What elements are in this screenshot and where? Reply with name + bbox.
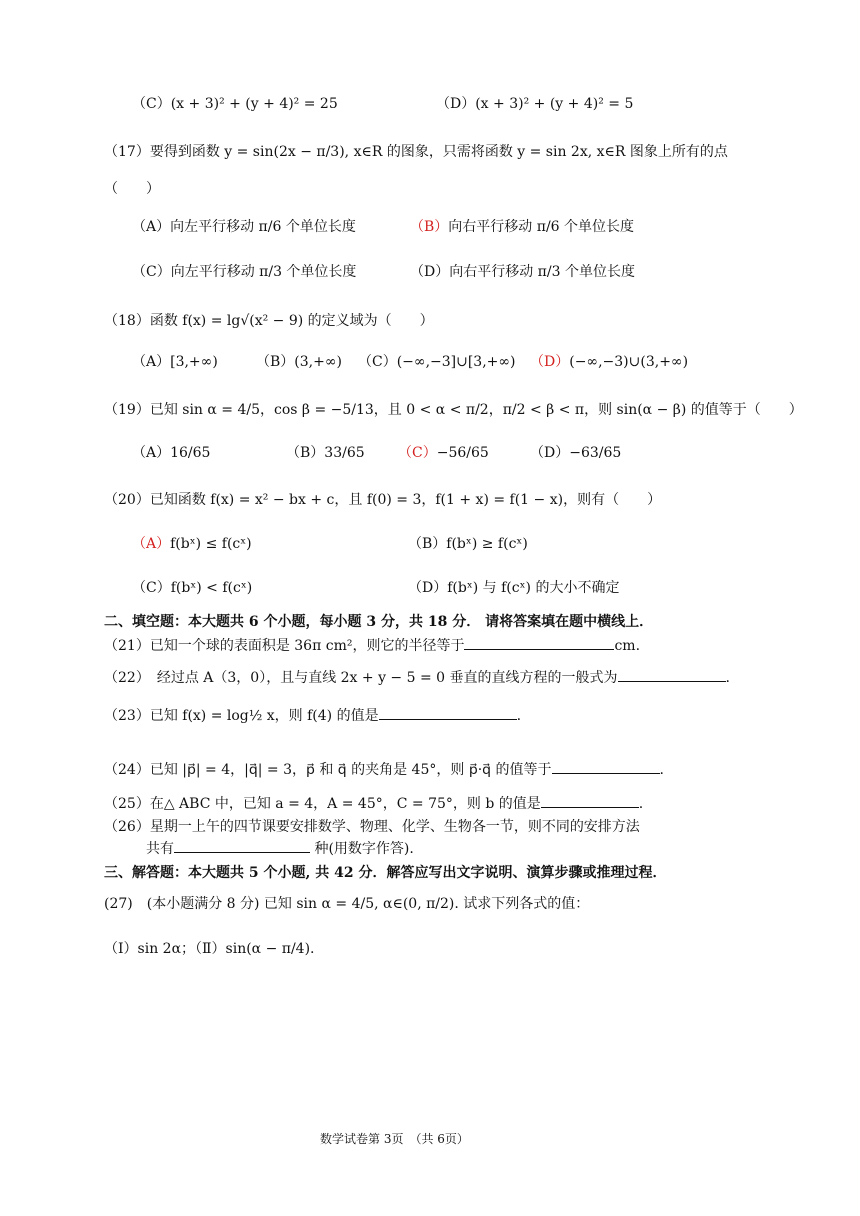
q21-unit: cm. (614, 638, 641, 654)
q22-period: . (725, 670, 730, 686)
q24-period: . (659, 762, 664, 778)
q26-line2 (146, 840, 414, 858)
q17-option-a: （A）向左平行移动 π/6 个单位长度 (132, 219, 356, 235)
q19-option-b: （B）33/65 (286, 445, 365, 461)
q25 (104, 795, 643, 813)
q17-option-c: （C）向左平行移动 π/3 个单位长度 (132, 264, 357, 280)
q19-option-c-label: （C） (398, 445, 437, 461)
q20-option-a (132, 535, 252, 553)
q19-option-a: （A）16/65 (132, 445, 211, 461)
q18-option-d-label: （D） (530, 354, 570, 370)
q20-option-d: （D）f(bˣ) 与 f(cˣ) 的大小不确定 (408, 580, 620, 596)
q27-parts: （Ⅰ）sin 2α；（Ⅱ）sin(α − π/4). (104, 941, 315, 957)
section-fill-in-heading: 二、填空题：本大题共 6 个小题，每小题 3 分，共 18 分． 请将答案填在题中横线上． (104, 614, 654, 630)
q23 (104, 707, 521, 725)
q16-option-c: （C）(x + 3)² + (y + 4)² = 25 (132, 96, 338, 112)
q18-option-d-text: (−∞,−3)∪(3,+∞) (569, 354, 689, 370)
q18-option-c: （C）(−∞,−3]∪[3,+∞) (358, 354, 516, 370)
q19-stem: （19）已知 sin α = 4/5，cos β = −5/13，且 0 < α < π/2，π/2 < β < π，则 sin(α − β) 的值等于（ ） (104, 402, 803, 418)
q27-stem: (27) (本小题满分 8 分) 已知 sin α = 4/5, α∈(0, π/2). 试求下列各式的值： (104, 896, 590, 912)
q22 (104, 669, 730, 687)
q17-option-b-label: （B） (410, 219, 449, 235)
section-solution-heading: 三、解答题：本大题共 5 个小题, 共 42 分．解答应写出文字说明、演算步骤或推理过程． (104, 865, 667, 881)
q21-answer-blank[interactable] (464, 648, 614, 650)
q17-stem: （17）要得到函数 y = sin(2x − π/3), x∈R 的图象，只需将函数 y = sin 2x, x∈R 图象上所有的点 (104, 144, 728, 160)
q20-option-b: （B）f(bˣ) ≥ f(cˣ) (408, 536, 528, 552)
page-footer: 数学试卷第 3页 （共 6页） (320, 1132, 469, 1146)
q26-line1: （26）星期一上午的四节课要安排数学、物理、化学、生物各一节，则不同的安排方法 (104, 819, 640, 835)
q22-text: （22） 经过点 A（3，0），且与直线 2x + y − 5 = 0 垂直的直线方程的一般式为 (104, 670, 618, 686)
q25-text: （25）在△ ABC 中，已知 a = 4，A = 45°，C = 75°，则 b 的值是 (104, 796, 541, 812)
q20-option-a-label: （A） (132, 536, 171, 552)
q26-line2-post: 种(用数字作答). (310, 841, 414, 857)
q19-option-c-text: −56/65 (436, 445, 489, 461)
q17-option-d: （D）向右平行移动 π/3 个单位长度 (410, 264, 635, 280)
q23-period: . (516, 708, 522, 724)
q19-option-d: （D）−63/65 (530, 445, 622, 461)
q23-answer-blank[interactable] (379, 718, 517, 720)
q26-answer-blank[interactable] (174, 851, 310, 853)
q16-option-d: （D）(x + 3)² + (y + 4)² = 5 (436, 96, 634, 112)
q19-option-c (398, 444, 489, 462)
q24 (104, 761, 664, 779)
q17-option-b-text: 向右平行移动 π/6 个单位长度 (448, 219, 635, 235)
q22-answer-blank[interactable] (618, 680, 726, 682)
q21-text: （21）已知一个球的表面积是 36π cm²，则它的半径等于 (104, 638, 465, 654)
q21 (104, 637, 640, 655)
q17-answer-paren: （ ） (104, 181, 160, 197)
q24-answer-blank[interactable] (552, 772, 660, 774)
q25-answer-blank[interactable] (541, 806, 639, 808)
q18-stem: （18）函数 f(x) = lg√(x² − 9) 的定义域为（ ） (104, 313, 434, 329)
q18-option-b: （B）(3,+∞) (256, 354, 342, 370)
q20-stem: （20）已知函数 f(x) = x² − bx + c，且 f(0) = 3，f(1 + x) = f(1 − x)，则有（ ） (104, 492, 662, 508)
q23-text: （23）已知 f(x) = log½ x，则 f(4) 的值是 (104, 708, 379, 724)
q18-option-a: （A）[3,+∞) (132, 354, 218, 370)
q17-option-b (410, 218, 634, 236)
q24-text: （24）已知 |p⃗| = 4，|q⃗| = 3，p⃗ 和 q⃗ 的夹角是 45°，则 p⃗·q⃗ 的值等于 (104, 762, 552, 778)
q25-period: . (638, 796, 644, 812)
q20-option-a-text: f(bˣ) ≤ f(cˣ) (170, 536, 252, 552)
q18-option-d (530, 353, 688, 371)
q26-line2-pre: 共有 (146, 841, 174, 857)
q20-option-c: （C）f(bˣ) < f(cˣ) (132, 580, 253, 596)
